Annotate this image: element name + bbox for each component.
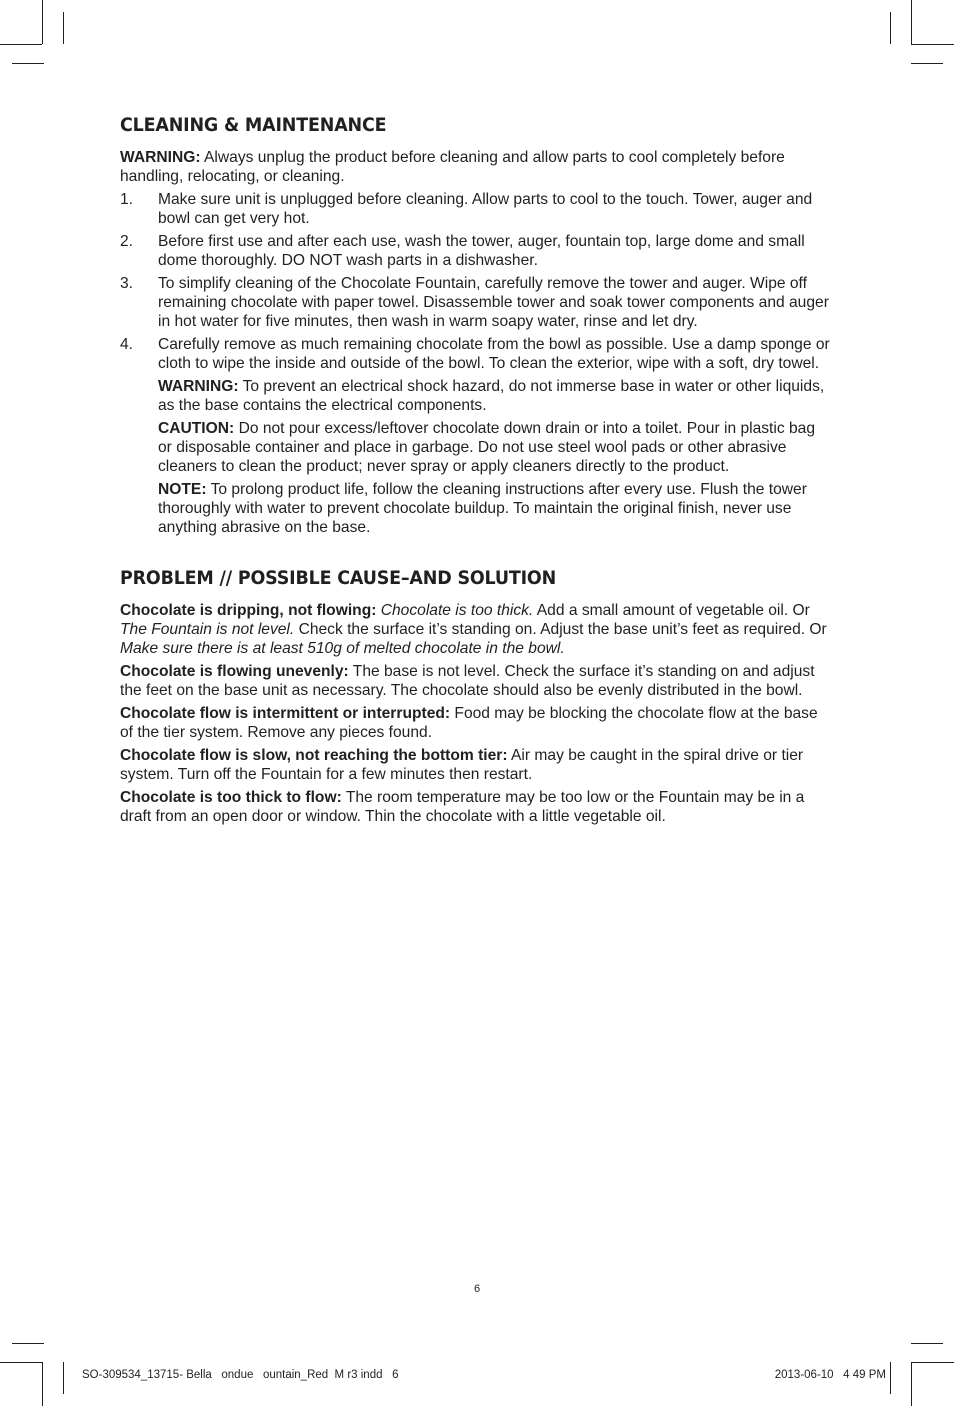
crop-mark [911, 1343, 943, 1344]
step-text: Carefully remove as much remaining chocolate from the bowl as possible. Use a damp sponge or cloth to wipe the inside and outside of the bowl. To clean the exterior, wipe with a soft, dry towel. [158, 336, 830, 372]
crop-mark [0, 44, 42, 45]
troubleshooting-item [120, 704, 832, 742]
troubleshooting-item [120, 662, 832, 700]
note-text: To prevent an electrical shock hazard, do not immerse base in water or other liquids, as the base contains the electrical components. [158, 378, 825, 414]
step-number: 2. [120, 233, 134, 250]
cleaning-step [120, 274, 832, 331]
step-number: 4. [120, 336, 134, 353]
solution-text: Check the surface it’s standing on. Adjust the base unit’s feet as required. Or [294, 621, 827, 638]
solution-text: Food may be blocking the chocolate flow at the base of the tier system. Remove any pieces found. [120, 705, 818, 741]
timestamp-slug: 2013-06-10 4 49 PM [774, 1369, 886, 1381]
warning-label: WARNING: [120, 149, 201, 166]
step-text: Make sure unit is unplugged before cleaning. Allow parts to cool to the touch. Tower, auger and bowl can get very hot. [158, 191, 813, 227]
cleaning-step [120, 335, 832, 373]
solution-text: The room temperature may be too low or the Fountain may be in a draft from an open door or window. Thin the chocolate with a little vegetable oil. [120, 789, 805, 825]
troubleshooting-item [120, 746, 832, 784]
note-label: CAUTION: [158, 420, 235, 437]
crop-mark [42, 0, 43, 44]
page-number: 6 [473, 1283, 481, 1295]
crop-mark [63, 12, 64, 44]
note-label: NOTE: [158, 481, 207, 498]
solution-text: Add a small amount of vegetable oil. Or [533, 602, 810, 619]
section-heading-troubleshooting: PROBLEM // POSSIBLE CAUSE–AND SOLUTION [120, 567, 557, 589]
step-warning-note [120, 377, 832, 415]
general-warning [120, 148, 832, 186]
problem-label: Chocolate flow is slow, not reaching the bottom tier: [120, 747, 508, 764]
page-content [120, 114, 832, 830]
crop-mark [0, 1362, 42, 1363]
troubleshooting-item [120, 788, 832, 826]
step-number: 1. [120, 191, 134, 208]
crop-mark [890, 12, 891, 44]
solution-text: Air may be caught in the spiral drive or tier system. Turn off the Fountain for a few minutes then restart. [120, 747, 804, 783]
note-text: To prolong product life, follow the cleaning instructions after every use. Flush the tower thoroughly with water to prevent chocolate buildup. To maintain the original finish, never use anything abrasive on the base. [158, 481, 807, 536]
cleaning-step [120, 232, 832, 270]
troubleshooting-item [120, 601, 832, 658]
crop-mark [12, 63, 44, 64]
problem-label: Chocolate flow is intermittent or interrupted: [120, 705, 451, 722]
crop-mark [42, 1362, 43, 1406]
cleaning-step [120, 190, 832, 228]
cause-text: Make sure there is at least 510g of melted chocolate in the bowl. [120, 640, 565, 657]
note-text: Do not pour excess/leftover chocolate down drain or into a toilet. Pour in plastic bag or disposable container and place in garbage. Do not use steel wool pads or other abrasive cleaners to clean the product; never spray or apply cleaners directly to the product. [158, 420, 815, 475]
warning-text: Always unplug the product before cleaning and allow parts to cool completely before handling, relocating, or cleaning. [120, 149, 785, 185]
crop-mark [890, 1362, 891, 1394]
step-note [120, 480, 832, 537]
crop-mark [911, 44, 954, 45]
section-heading-cleaning: CLEANING & MAINTENANCE [120, 114, 387, 136]
crop-mark [63, 1362, 64, 1394]
cause-text: The Fountain is not level. [120, 621, 295, 638]
problem-label: Chocolate is flowing unevenly: [120, 663, 349, 680]
crop-mark [911, 1362, 912, 1406]
file-slug: SO-309534_13715- Bella ondue ountain_Red M r3 indd 6 [82, 1369, 399, 1381]
step-caution-note [120, 419, 832, 476]
crop-mark [911, 0, 912, 44]
crop-mark [911, 63, 943, 64]
step-text: Before first use and after each use, wash the tower, auger, fountain top, large dome and small dome thoroughly. DO NOT wash parts in a dishwasher. [158, 233, 805, 269]
note-label: WARNING: [158, 378, 239, 395]
problem-label: Chocolate is too thick to flow: [120, 789, 342, 806]
cause-text: Chocolate is too thick. [376, 602, 534, 619]
solution-text: The base is not level. Check the surface it’s standing on and adjust the feet on the base unit as necessary. The chocolate should also be evenly distributed in the bowl. [120, 663, 815, 699]
crop-mark [911, 1362, 954, 1363]
step-number: 3. [120, 275, 134, 292]
problem-label: Chocolate is dripping, not flowing: [120, 602, 377, 619]
crop-mark [12, 1343, 44, 1344]
step-text: To simplify cleaning of the Chocolate Fountain, carefully remove the tower and auger. Wipe off remaining chocolate with paper towel. Disassemble tower and soak tower components and auger in hot water for five minutes, then wash in warm soapy water, rinse and let dry. [158, 275, 829, 330]
